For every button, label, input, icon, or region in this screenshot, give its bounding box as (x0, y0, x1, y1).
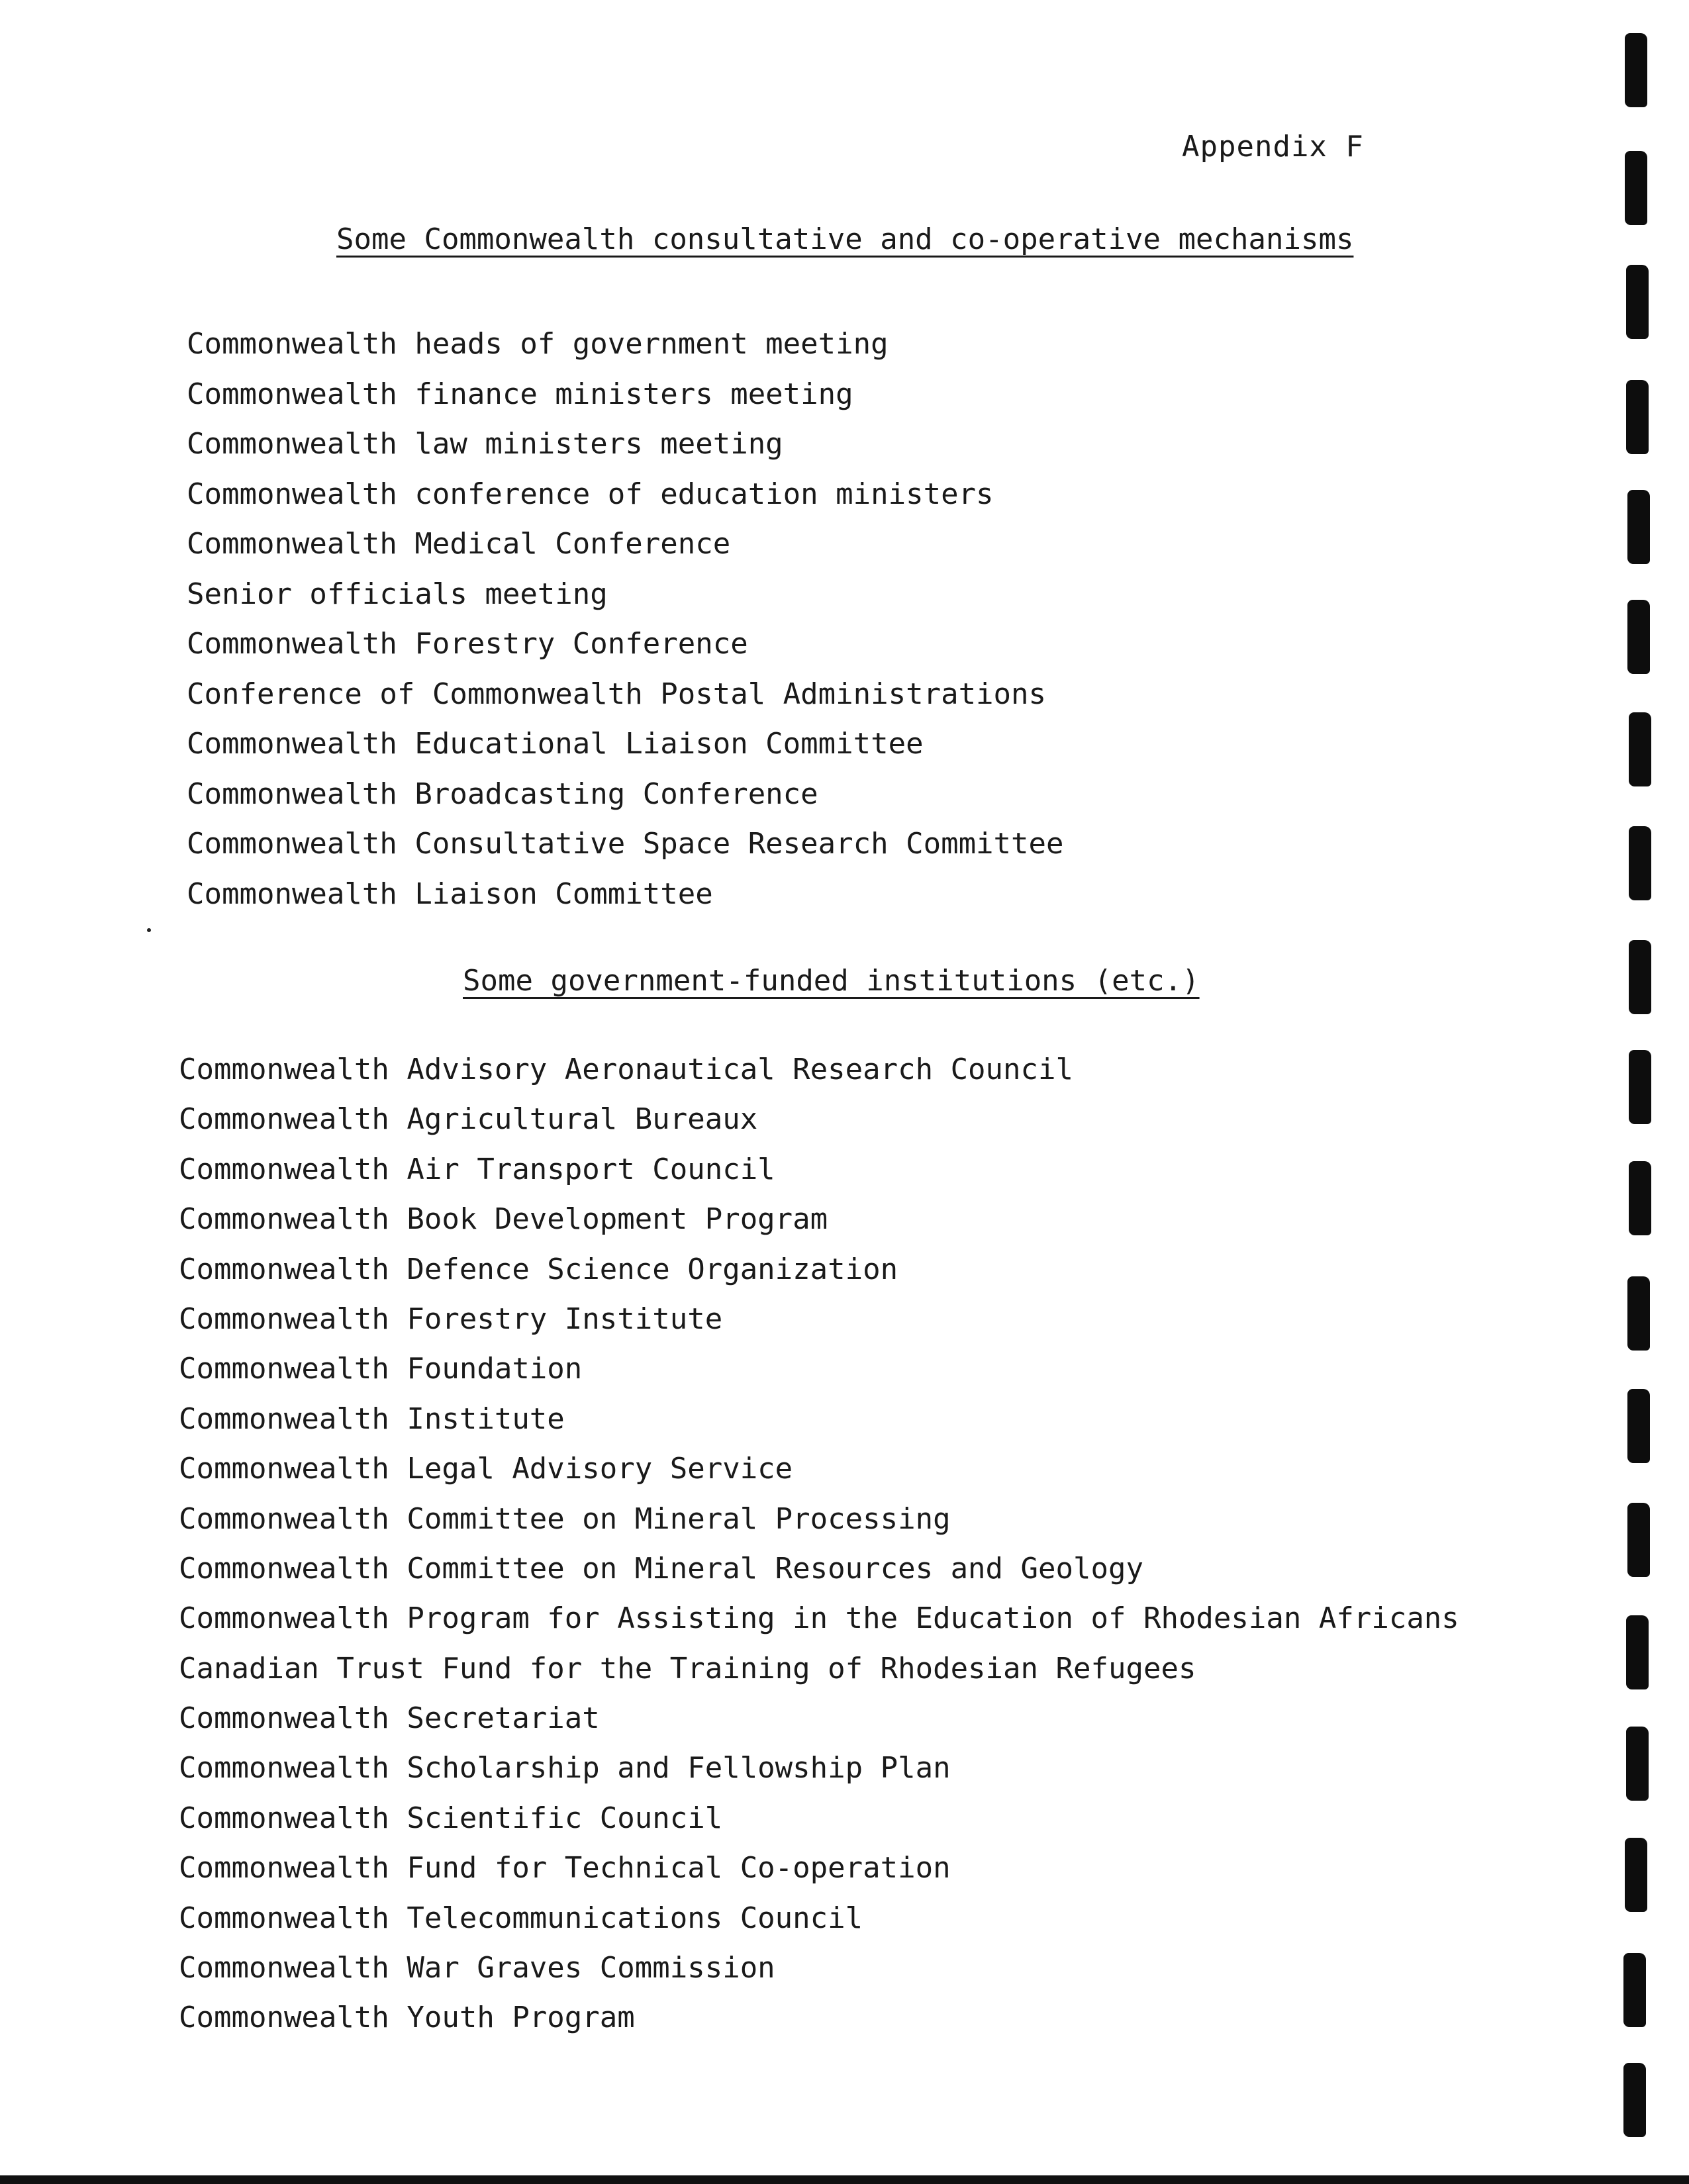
list-item: Commonwealth Medical Conference (187, 527, 731, 561)
list-item: Conference of Commonwealth Postal Administrations (187, 677, 1047, 711)
binding-hole (1627, 1389, 1650, 1463)
mechanisms-list (187, 324, 1064, 924)
list-item: Commonwealth Program for Assisting in the Education of Rhodesian Africans (179, 1601, 1459, 1636)
list-item: Canadian Trust Fund for the Training of Rhodesian Refugees (179, 1651, 1196, 1685)
list-item: Commonwealth Agricultural Bureaux (179, 1102, 758, 1137)
binding-hole (1629, 1050, 1651, 1124)
list-item: Commonwealth Educational Liaison Committee (187, 727, 924, 761)
binding-hole (1625, 1838, 1647, 1912)
list-item: Commonwealth Defence Science Organization (179, 1252, 898, 1286)
list-item: Commonwealth Advisory Aeronautical Research Council (179, 1053, 1074, 1086)
list-item: Commonwealth Secretariat (179, 1701, 600, 1736)
binding-hole (1626, 1615, 1649, 1689)
list-item: Commonwealth Consultative Space Research Committee (187, 827, 1064, 861)
list-item: Commonwealth Liaison Committee (187, 877, 713, 911)
list-item: Commonwealth War Graves Commission (179, 1951, 775, 1985)
binding-hole (1627, 600, 1650, 674)
binding-hole (1629, 826, 1651, 900)
binding-hole (1623, 1953, 1646, 2027)
list-item: Commonwealth law ministers meeting (187, 427, 783, 461)
binding-hole (1623, 2063, 1646, 2137)
list-item: Commonwealth Scientific Council (179, 1801, 723, 1835)
scan-bottom-edge (0, 2175, 1689, 2184)
section-heading-mechanisms: Some Commonwealth consultative and co-operative mechanisms (336, 222, 1354, 256)
binding-hole (1626, 1727, 1649, 1801)
binding-hole (1625, 151, 1647, 225)
binding-hole (1625, 33, 1647, 107)
binding-hole (1626, 265, 1649, 339)
binding-hole (1627, 490, 1650, 564)
list-item: Commonwealth Scholarship and Fellowship Plan (179, 1751, 951, 1785)
institutions-list (179, 1050, 1459, 2048)
list-item: Commonwealth conference of education ministers (187, 477, 994, 511)
binding-holes (1621, 0, 1661, 2184)
list-item: Commonwealth Institute (179, 1401, 565, 1436)
appendix-label: Appendix F (1182, 130, 1364, 164)
list-item: Commonwealth Forestry Institute (179, 1302, 723, 1336)
binding-hole (1629, 712, 1651, 786)
list-item: Commonwealth Legal Advisory Service (179, 1452, 793, 1486)
list-item: Commonwealth Committee on Mineral Processing (179, 1501, 951, 1536)
list-item: Commonwealth Broadcasting Conference (187, 777, 818, 811)
scan-speck (147, 928, 151, 932)
binding-hole (1627, 1503, 1650, 1577)
list-item: Commonwealth Foundation (179, 1352, 583, 1386)
list-item: Commonwealth Forestry Conference (187, 627, 748, 661)
list-item: Commonwealth Fund for Technical Co-operation (179, 1851, 951, 1885)
list-item: Commonwealth Book Development Program (179, 1202, 828, 1237)
list-item: Commonwealth Air Transport Council (179, 1152, 775, 1186)
list-item: Commonwealth Youth Program (179, 2001, 635, 2035)
section-heading-institutions: Some government-funded institutions (etc.) (463, 964, 1200, 998)
binding-hole (1629, 940, 1651, 1014)
list-item: Commonwealth heads of government meeting (187, 327, 889, 361)
binding-hole (1626, 380, 1649, 454)
binding-hole (1627, 1276, 1650, 1351)
binding-hole (1629, 1161, 1651, 1235)
list-item: Commonwealth Telecommunications Council (179, 1901, 863, 1935)
list-item: Senior officials meeting (187, 577, 608, 611)
list-item: Commonwealth finance ministers meeting (187, 377, 853, 411)
list-item: Commonwealth Committee on Mineral Resources and Geology (179, 1551, 1143, 1586)
